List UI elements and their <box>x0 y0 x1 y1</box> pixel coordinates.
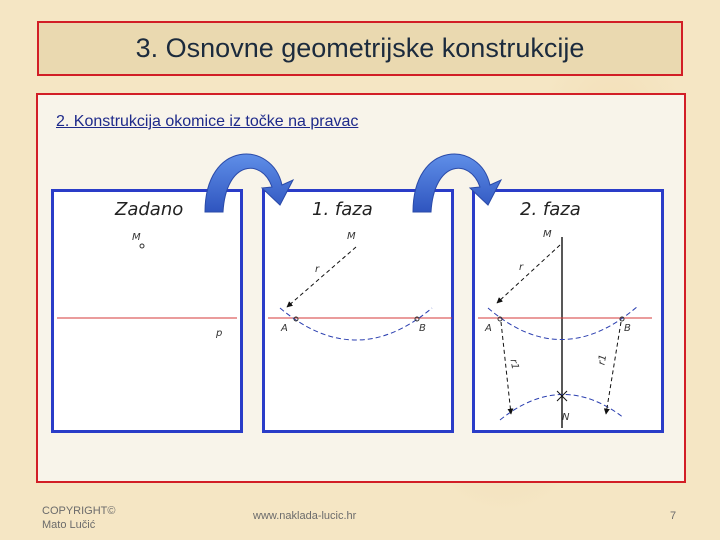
panel1-label-m: M <box>132 232 141 243</box>
panel1-label-p: p <box>216 328 223 339</box>
panel3-label-m: M <box>543 229 552 240</box>
panel3-label-n: N <box>562 412 570 423</box>
panel2-label-a: A <box>281 323 288 334</box>
panel3-r1-right-line <box>606 322 621 414</box>
footer-url[interactable]: www.naklada-lucic.hr <box>253 510 357 522</box>
footer-copyright-line1: COPYRIGHT© <box>42 505 116 517</box>
footer-copyright-line2: Mato Lučić <box>42 519 96 531</box>
panel2-arc <box>280 308 432 340</box>
slide-subtitle: 2. Konstrukcija okomice iz točke na pravac <box>56 113 359 130</box>
slide-title: 3. Osnovne geometrijske konstrukcije <box>135 33 585 63</box>
page-number: 7 <box>670 510 677 522</box>
panel3-label-a: A <box>485 323 492 334</box>
transition-arrow-1 <box>205 154 293 212</box>
panel1-heading: Zadano <box>115 199 184 220</box>
panel3-radius-line <box>497 245 560 303</box>
footer-copyright <box>42 504 116 532</box>
panel3-arc-upper <box>488 306 638 340</box>
panel3-heading: 2. faza <box>520 199 581 220</box>
panel2-radius-line <box>287 247 356 307</box>
panel1-point-m <box>140 244 144 248</box>
transition-arrow-2 <box>413 154 501 212</box>
panel3-label-r: r <box>519 262 524 273</box>
panel2-label-r: r <box>315 264 320 275</box>
panel3-label-r1-left: r1 <box>507 358 521 371</box>
panel2-heading: 1. faza <box>312 199 373 220</box>
panel3-label-b: B <box>624 323 631 334</box>
panel2-label-b: B <box>419 323 426 334</box>
panel2-label-m: M <box>347 231 356 242</box>
panel3-label-r1-right: r1 <box>596 353 610 366</box>
